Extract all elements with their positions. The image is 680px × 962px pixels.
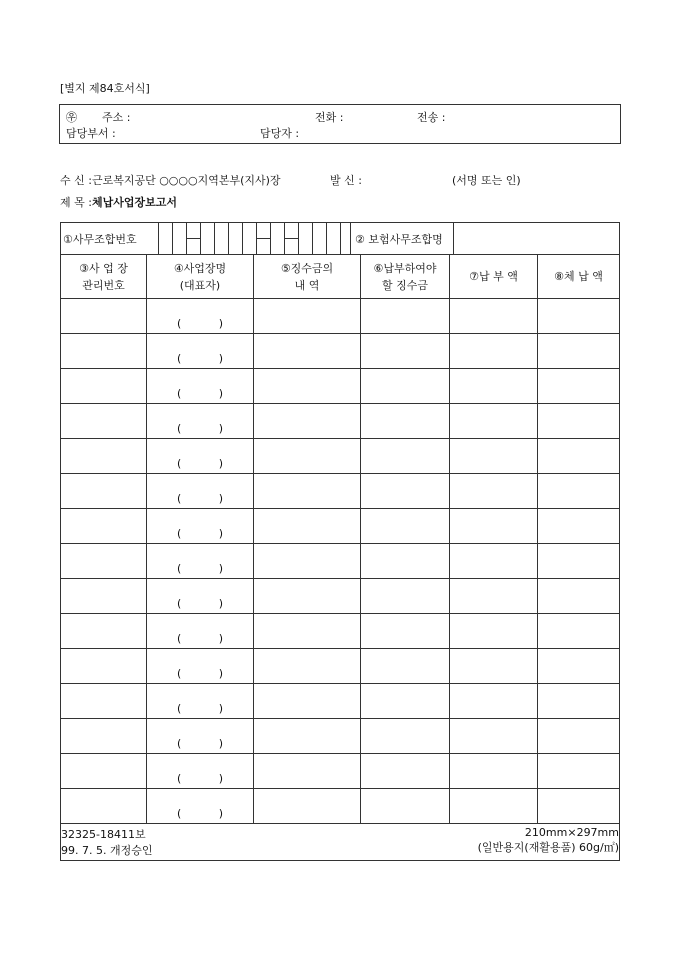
digit-box[interactable] bbox=[299, 223, 313, 255]
sender-label: 발 신 : bbox=[330, 174, 362, 187]
cell-collection-details[interactable] bbox=[254, 789, 361, 824]
cell-workplace-name[interactable] bbox=[147, 684, 254, 719]
cell-workplace-number[interactable] bbox=[61, 439, 147, 474]
representative-parens: ( ) bbox=[177, 806, 223, 820]
form-id: [별지 제84호서식] bbox=[60, 82, 150, 95]
signature-note: (서명 또는 인) bbox=[452, 174, 521, 187]
cell-amount-due[interactable] bbox=[361, 789, 450, 824]
dept-label: 담당부서 : bbox=[66, 127, 116, 140]
recipient-line bbox=[60, 172, 281, 188]
fax-label: 전송 : bbox=[417, 111, 446, 124]
representative-parens: ( ) bbox=[177, 736, 223, 750]
cell-collection-details[interactable] bbox=[254, 544, 361, 579]
cell-workplace-name[interactable] bbox=[147, 649, 254, 684]
cell-collection-details[interactable] bbox=[254, 579, 361, 614]
cell-collection-details[interactable] bbox=[254, 509, 361, 544]
cell-workplace-number[interactable] bbox=[61, 614, 147, 649]
digit-separator bbox=[187, 223, 201, 255]
union-info-table bbox=[60, 222, 620, 255]
cell-workplace-name[interactable] bbox=[147, 789, 254, 824]
cell-amount-paid[interactable] bbox=[450, 649, 538, 684]
digit-box[interactable] bbox=[327, 223, 341, 255]
cell-workplace-number[interactable] bbox=[61, 579, 147, 614]
cell-collection-details[interactable] bbox=[254, 719, 361, 754]
cell-workplace-name[interactable] bbox=[147, 544, 254, 579]
recipient-label: 수 신 : bbox=[60, 174, 92, 187]
postal-icon: ㉾ bbox=[66, 111, 77, 124]
representative-parens: ( ) bbox=[177, 316, 223, 330]
representative-parens: ( ) bbox=[177, 351, 223, 365]
table-row bbox=[61, 579, 620, 614]
cell-amount-arrears[interactable] bbox=[538, 789, 620, 824]
table-row bbox=[61, 474, 620, 509]
cell-workplace-number[interactable] bbox=[61, 474, 147, 509]
representative-parens: ( ) bbox=[177, 386, 223, 400]
table-row bbox=[61, 649, 620, 684]
representative-parens: ( ) bbox=[177, 631, 223, 645]
digit-box[interactable] bbox=[159, 223, 173, 255]
cell-amount-due[interactable] bbox=[361, 369, 450, 404]
cell-workplace-name[interactable] bbox=[147, 579, 254, 614]
cell-workplace-number[interactable] bbox=[61, 404, 147, 439]
table-row bbox=[61, 719, 620, 754]
cell-amount-arrears[interactable] bbox=[538, 369, 620, 404]
cell-amount-arrears[interactable] bbox=[538, 439, 620, 474]
form-footer bbox=[61, 824, 620, 861]
digit-separator bbox=[257, 223, 271, 255]
digit-box[interactable] bbox=[201, 223, 215, 255]
cell-amount-due[interactable] bbox=[361, 334, 450, 369]
cell-workplace-number[interactable] bbox=[61, 299, 147, 334]
cell-amount-due[interactable] bbox=[361, 439, 450, 474]
cell-amount-arrears[interactable] bbox=[538, 754, 620, 789]
cell-collection-details[interactable] bbox=[254, 474, 361, 509]
cell-workplace-number[interactable] bbox=[61, 334, 147, 369]
representative-parens: ( ) bbox=[177, 771, 223, 785]
approval-date: 99. 7. 5. 개정승인 bbox=[61, 844, 153, 857]
cell-amount-paid[interactable] bbox=[450, 684, 538, 719]
header-collection-details: ⑤징수금의 내 역 bbox=[254, 255, 361, 299]
cell-amount-paid[interactable] bbox=[450, 719, 538, 754]
cell-amount-paid[interactable] bbox=[450, 474, 538, 509]
cell-workplace-number[interactable] bbox=[61, 789, 147, 824]
cell-amount-paid[interactable] bbox=[450, 544, 538, 579]
cell-amount-due[interactable] bbox=[361, 299, 450, 334]
address-label: 주소 : bbox=[102, 111, 131, 124]
cell-amount-arrears[interactable] bbox=[538, 544, 620, 579]
cell-amount-arrears[interactable] bbox=[538, 649, 620, 684]
cell-workplace-name[interactable] bbox=[147, 614, 254, 649]
cell-workplace-name[interactable] bbox=[147, 754, 254, 789]
representative-parens: ( ) bbox=[177, 456, 223, 470]
cell-amount-arrears[interactable] bbox=[538, 684, 620, 719]
subject-value: 체납사업장보고서 bbox=[91, 196, 177, 209]
digit-box[interactable] bbox=[271, 223, 285, 255]
cell-workplace-number[interactable] bbox=[61, 509, 147, 544]
cell-collection-details[interactable] bbox=[254, 614, 361, 649]
cell-amount-paid[interactable] bbox=[450, 369, 538, 404]
cell-workplace-number[interactable] bbox=[61, 544, 147, 579]
cell-amount-arrears[interactable] bbox=[538, 579, 620, 614]
subject-label: 제 목 : bbox=[60, 196, 92, 209]
cell-amount-due[interactable] bbox=[361, 404, 450, 439]
paper-type: (일반용지(재활용품) 60g/㎡) bbox=[477, 841, 619, 854]
cell-workplace-number[interactable] bbox=[61, 649, 147, 684]
cell-workplace-name[interactable] bbox=[147, 369, 254, 404]
cell-workplace-name[interactable] bbox=[147, 439, 254, 474]
cell-workplace-number[interactable] bbox=[61, 684, 147, 719]
representative-parens: ( ) bbox=[177, 421, 223, 435]
cell-workplace-name[interactable] bbox=[147, 509, 254, 544]
cell-collection-details[interactable] bbox=[254, 684, 361, 719]
cell-amount-due[interactable] bbox=[361, 509, 450, 544]
cell-amount-arrears[interactable] bbox=[538, 334, 620, 369]
digit-box[interactable] bbox=[173, 223, 187, 255]
digit-box[interactable] bbox=[341, 223, 351, 255]
digit-box[interactable] bbox=[229, 223, 243, 255]
table-row bbox=[61, 299, 620, 334]
table-row bbox=[61, 404, 620, 439]
person-label: 담당자 : bbox=[260, 127, 300, 140]
cell-amount-arrears[interactable] bbox=[538, 299, 620, 334]
cell-workplace-number[interactable] bbox=[61, 369, 147, 404]
cell-collection-details[interactable] bbox=[254, 369, 361, 404]
representative-parens: ( ) bbox=[177, 491, 223, 505]
table-row bbox=[61, 369, 620, 404]
cell-workplace-number[interactable] bbox=[61, 754, 147, 789]
arrears-table bbox=[60, 254, 620, 861]
table-row bbox=[61, 684, 620, 719]
cell-amount-arrears[interactable] bbox=[538, 509, 620, 544]
representative-parens: ( ) bbox=[177, 596, 223, 610]
cell-amount-paid[interactable] bbox=[450, 439, 538, 474]
form-code: 32325-18411보 bbox=[61, 828, 146, 841]
cell-workplace-name[interactable] bbox=[147, 404, 254, 439]
sender-box bbox=[59, 104, 621, 144]
cell-amount-due[interactable] bbox=[361, 754, 450, 789]
cell-amount-due[interactable] bbox=[361, 649, 450, 684]
cell-amount-paid[interactable] bbox=[450, 579, 538, 614]
table-row bbox=[61, 614, 620, 649]
table-row bbox=[61, 334, 620, 369]
union-name-field[interactable] bbox=[454, 223, 620, 255]
table-row bbox=[61, 754, 620, 789]
cell-workplace-name[interactable] bbox=[147, 299, 254, 334]
header-amount-paid: ⑦납 부 액 bbox=[450, 255, 538, 299]
cell-amount-arrears[interactable] bbox=[538, 614, 620, 649]
paper-size: 210mm×297mm bbox=[524, 826, 619, 839]
cell-collection-details[interactable] bbox=[254, 754, 361, 789]
header-workplace-number: ③사 업 장 관리번호 bbox=[61, 255, 147, 299]
cell-amount-paid[interactable] bbox=[450, 299, 538, 334]
cell-amount-arrears[interactable] bbox=[538, 404, 620, 439]
cell-amount-due[interactable] bbox=[361, 544, 450, 579]
cell-collection-details[interactable] bbox=[254, 299, 361, 334]
table-row bbox=[61, 789, 620, 824]
cell-collection-details[interactable] bbox=[254, 404, 361, 439]
cell-collection-details[interactable] bbox=[254, 649, 361, 684]
representative-parens: ( ) bbox=[177, 701, 223, 715]
table-row bbox=[61, 439, 620, 474]
cell-workplace-name[interactable] bbox=[147, 334, 254, 369]
digit-box[interactable] bbox=[243, 223, 257, 255]
header-amount-arrears: ⑧체 납 액 bbox=[538, 255, 620, 299]
subject-line bbox=[60, 194, 177, 210]
cell-amount-due[interactable] bbox=[361, 474, 450, 509]
cell-amount-paid[interactable] bbox=[450, 754, 538, 789]
representative-parens: ( ) bbox=[177, 561, 223, 575]
cell-amount-due[interactable] bbox=[361, 614, 450, 649]
phone-label: 전화 : bbox=[315, 111, 344, 124]
digit-box[interactable] bbox=[313, 223, 327, 255]
cell-amount-paid[interactable] bbox=[450, 404, 538, 439]
table-row bbox=[61, 544, 620, 579]
cell-workplace-name[interactable] bbox=[147, 719, 254, 754]
cell-amount-due[interactable] bbox=[361, 684, 450, 719]
recipient-value: 근로복지공단 ○○○○지역본부(지사)장 bbox=[91, 174, 281, 187]
cell-amount-due[interactable] bbox=[361, 579, 450, 614]
cell-collection-details[interactable] bbox=[254, 439, 361, 474]
cell-workplace-name[interactable] bbox=[147, 474, 254, 509]
header-amount-due: ⑥납부하여야 할 징수금 bbox=[361, 255, 450, 299]
cell-amount-paid[interactable] bbox=[450, 334, 538, 369]
union-name-label: ② 보험사무조합명 bbox=[351, 223, 454, 255]
representative-parens: ( ) bbox=[177, 666, 223, 680]
digit-box[interactable] bbox=[215, 223, 229, 255]
cell-amount-due[interactable] bbox=[361, 719, 450, 754]
header-workplace-name: ④사업장명 (대표자) bbox=[147, 255, 254, 299]
cell-amount-paid[interactable] bbox=[450, 789, 538, 824]
cell-collection-details[interactable] bbox=[254, 334, 361, 369]
cell-amount-paid[interactable] bbox=[450, 614, 538, 649]
cell-amount-arrears[interactable] bbox=[538, 719, 620, 754]
cell-amount-arrears[interactable] bbox=[538, 474, 620, 509]
digit-separator bbox=[285, 223, 299, 255]
representative-parens: ( ) bbox=[177, 526, 223, 540]
cell-amount-paid[interactable] bbox=[450, 509, 538, 544]
cell-workplace-number[interactable] bbox=[61, 719, 147, 754]
union-number-label: ①사무조합번호 bbox=[61, 223, 159, 255]
table-row bbox=[61, 509, 620, 544]
